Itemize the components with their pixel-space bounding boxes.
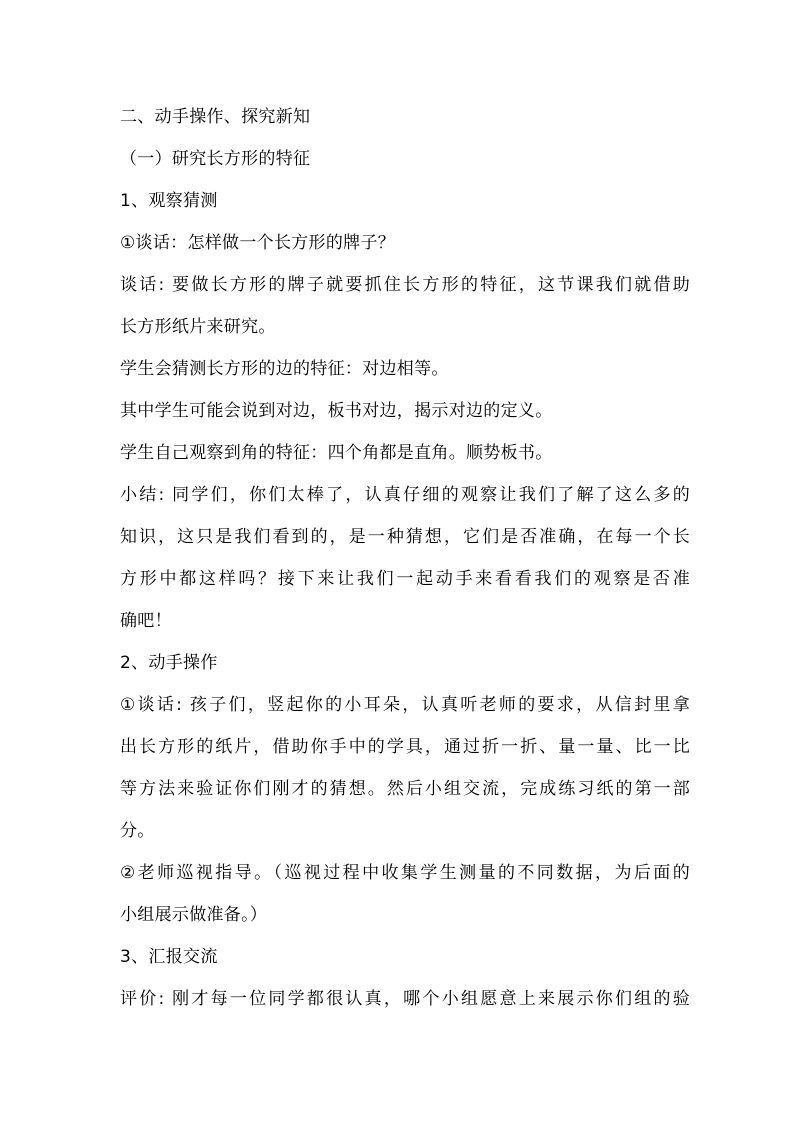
paragraph-line: 小组展示做准备。）: [120, 905, 268, 925]
paragraph-line: 等方法来验证你们刚才的猜想。然后小组交流，完成练习纸的第一部: [120, 779, 690, 799]
paragraph-line: 长方形纸片来研究。: [120, 317, 276, 337]
paragraph-line: 分。: [120, 821, 155, 841]
paragraph-line: ①谈话: 孩子们，竖起你的小耳朵，认真听老师的要求，从信封里拿: [120, 695, 690, 715]
paragraph-line: 出长方形的纸片，借助你手中的学具，通过折一折、量一量、比一比: [120, 737, 690, 757]
paragraph-line: 方形中都这样吗？接下来让我们一起动手来看看我们的观察是否准: [120, 569, 690, 589]
paragraph-line: ②老师巡视指导。（巡视过程中收集学生测量的不同数据，为后面的: [120, 863, 690, 883]
section-heading: 二、动手操作、探究新知: [120, 107, 311, 127]
paragraph-line: 小结: 同学们，你们太棒了，认真仔细的观察让我们了解了这么多的: [120, 485, 690, 505]
paragraph-line: 学生自己观察到角的特征：四个角都是直角。顺势板书。: [120, 443, 553, 463]
step-heading-observe: 1、观察猜测: [120, 191, 218, 211]
step-heading-report: 3、汇报交流: [120, 947, 218, 967]
paragraph-line: 谈话: 要做长方形的牌子就要抓住长方形的特征，这节课我们就借助: [120, 275, 690, 295]
paragraph-line: 确吧！: [120, 611, 172, 631]
paragraph-line: 其中学生可能会说到对边，板书对边，揭示对边的定义。: [120, 401, 553, 421]
paragraph-line: 评价: 刚才每一位同学都很认真，哪个小组愿意上来展示你们组的验: [120, 989, 690, 1009]
paragraph-line: 知识，这只是我们看到的，是一种猜想，它们是否准确，在每一个长: [120, 527, 690, 547]
paragraph-line: ①谈话：怎样做一个长方形的牌子？: [120, 233, 396, 253]
subsection-heading: （一）研究长方形的特征: [120, 149, 311, 169]
paragraph-line: 学生会猜测长方形的边的特征：对边相等。: [120, 359, 449, 379]
step-heading-operate: 2、动手操作: [120, 653, 218, 673]
